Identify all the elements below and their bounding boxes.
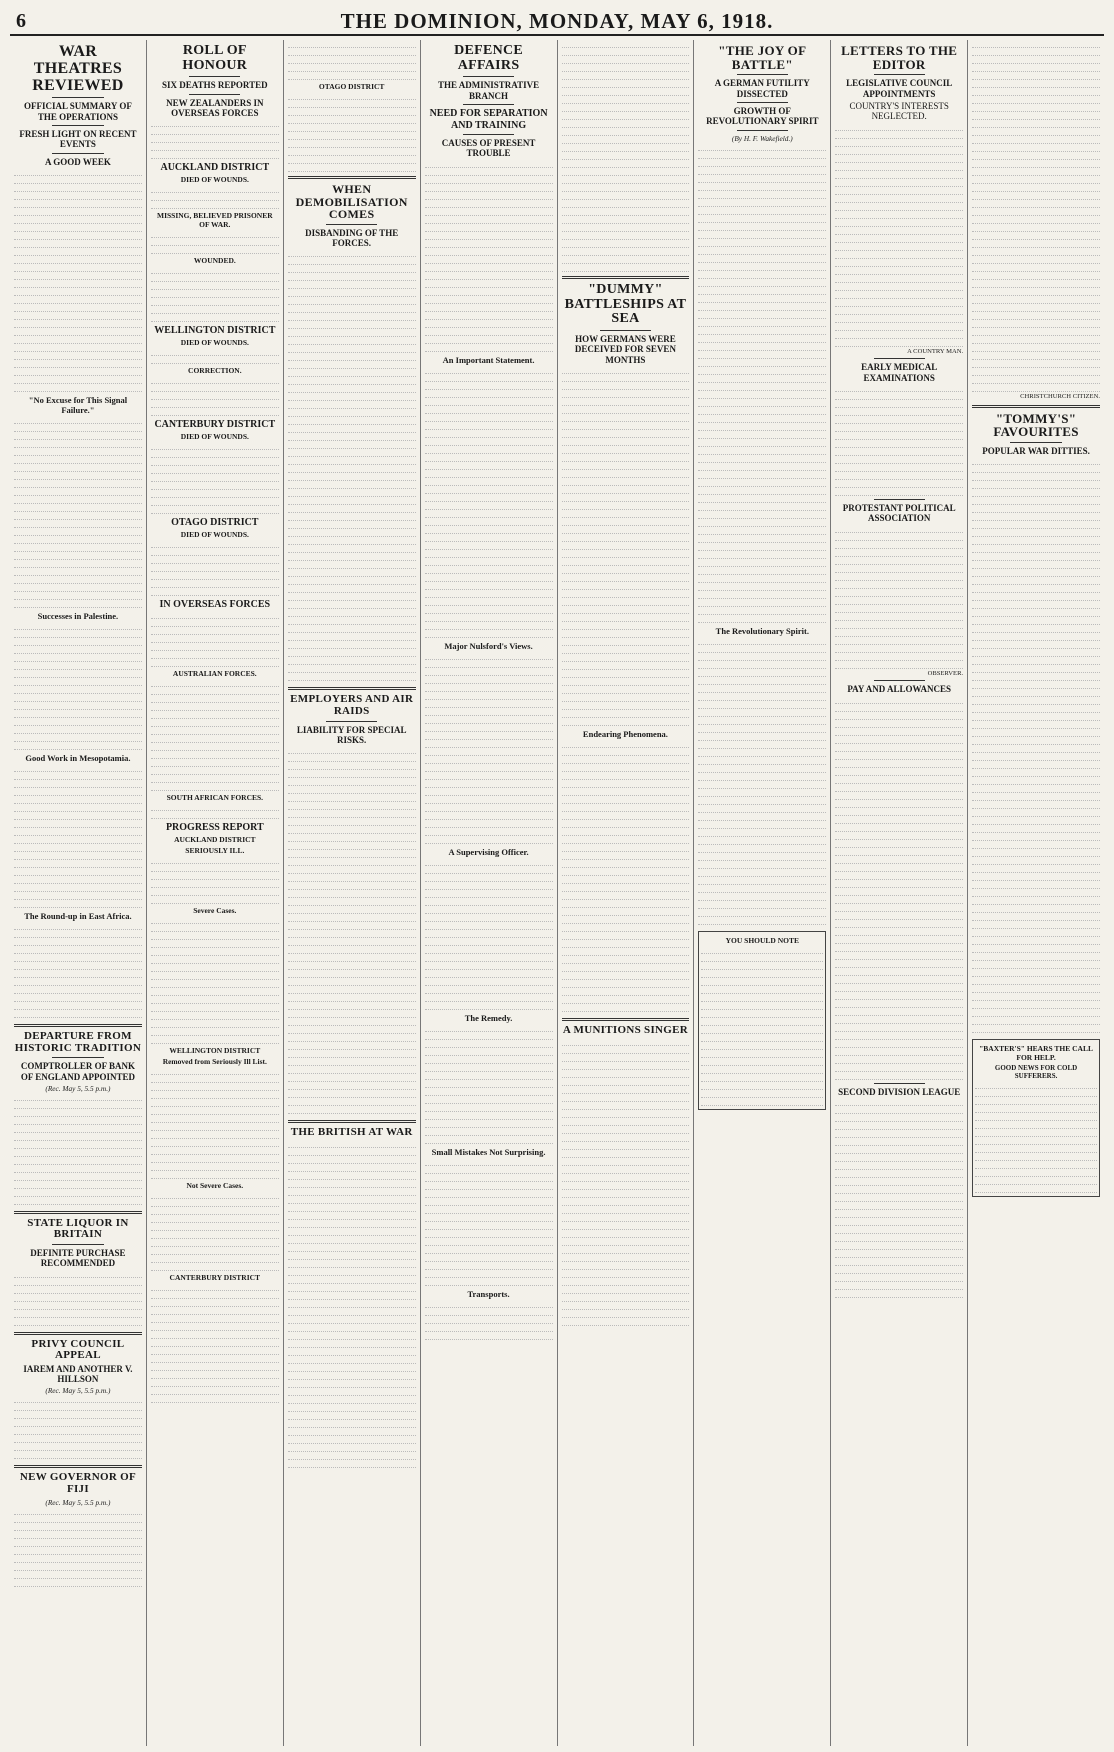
article-british-at-war	[288, 1127, 416, 1468]
subheadline: LIABILITY FOR SPECIAL RISKS.	[296, 724, 407, 745]
column-4	[421, 40, 558, 1746]
subheadline: OFFICIAL SUMMARY OF THE OPERATIONS	[24, 101, 132, 122]
crosshead: Successes in Palestine.	[37, 611, 119, 622]
crosshead: A Supervising Officer.	[448, 846, 529, 857]
list-heading: SOUTH AFRICAN FORCES.	[166, 793, 264, 803]
section-heading: IN OVERSEAS FORCES	[159, 599, 271, 611]
page-number: 6	[16, 10, 26, 32]
article-defence-affairs	[425, 44, 553, 1340]
subheadline: THE ADMINISTRATIVE BRANCH	[438, 80, 540, 101]
article-war-theatres	[14, 44, 142, 1018]
headline: "DUMMY" BATTLESHIPS AT SEA	[564, 282, 687, 327]
article-bank-of-england	[14, 1031, 142, 1205]
crosshead: Endearing Phenomena.	[582, 729, 668, 740]
headline: NEW GOVERNOR OF FIJI	[19, 1471, 136, 1495]
crosshead: The Revolutionary Spirit.	[715, 625, 809, 636]
byline: (By H. F. Wakefield.)	[731, 133, 793, 143]
list-heading: AUSTRALIAN FORCES.	[172, 669, 257, 679]
list-heading: WELLINGTON DISTRICT	[169, 1046, 261, 1056]
list-heading: DIED OF WOUNDS.	[180, 530, 249, 540]
letter-heading: PROTESTANT POLITICAL ASSOCIATION	[842, 502, 956, 524]
headline: ROLL OF HONOUR	[182, 43, 248, 73]
article-privy-council	[14, 1339, 142, 1460]
crosshead: Transports.	[467, 1288, 510, 1299]
signature: A COUNTRY MAN.	[907, 347, 964, 355]
list-heading: AUCKLAND DISTRICT	[174, 835, 256, 845]
crosshead: Major Nulsford's Views.	[444, 640, 533, 651]
headline: DEPARTURE FROM HISTORIC TRADITION	[14, 1030, 142, 1054]
article-joy-of-battle	[698, 44, 826, 925]
crosshead: "No Excuse for This Signal Failure."	[28, 395, 128, 416]
letter-heading: SECOND DIVISION LEAGUE	[838, 1086, 961, 1097]
advertisement	[698, 931, 826, 1110]
subheadline: HOW GERMANS WERE DECEIVED FOR SEVEN MONTHS	[574, 334, 676, 365]
article-dummy-battleships	[562, 283, 690, 1012]
article-demobilisation	[288, 183, 416, 681]
subheadline: FRESH LIGHT ON RECENT EVENTS	[19, 129, 137, 150]
subheadline: GROWTH OF REVOLUTIONARY SPIRIT	[706, 105, 819, 127]
paper-title: THE DOMINION, MONDAY, MAY 6, 1918.	[340, 8, 774, 33]
letter-subheading: COUNTRY'S INTERESTS NEGLECTED.	[849, 100, 949, 122]
subheadline: COMPTROLLER OF BANK OF ENGLAND APPOINTED	[20, 1061, 136, 1082]
columns	[10, 40, 1104, 1746]
subheadline: DEFINITE PURCHASE RECOMMENDED	[30, 1247, 126, 1269]
district-heading: CANTERBURY DISTRICT	[154, 419, 276, 431]
list-heading: SERIOUSLY ILL.	[185, 846, 245, 856]
subheadline: NEED FOR SEPARATION AND TRAINING	[429, 108, 548, 131]
signature: OBSERVER.	[927, 669, 964, 677]
letter-heading: PAY AND ALLOWANCES	[847, 684, 952, 695]
crosshead: The Remedy.	[464, 1012, 513, 1023]
headline: WHEN DEMOBILISATION COMES	[295, 182, 408, 222]
headline: STATE LIQUOR IN BRITAIN	[27, 1216, 129, 1241]
list-heading: DIED OF WOUNDS.	[180, 338, 249, 348]
column-7	[831, 40, 968, 1746]
column-8	[968, 40, 1104, 1746]
dateline: (Rec. May 5, 5.5 p.m.)	[45, 1083, 111, 1093]
list-heading: WOUNDED.	[193, 256, 236, 266]
subheadline: IAREM AND ANOTHER V. HILLSON	[23, 1363, 133, 1385]
article-employers-air-raids	[288, 694, 416, 1114]
subheadline: CAUSES OF PRESENT TROUBLE	[441, 138, 536, 159]
headline: "THE JOY OF BATTLE"	[718, 43, 807, 72]
list-heading: DIED OF WOUNDS.	[180, 432, 249, 442]
district-heading: WELLINGTON DISTRICT	[154, 325, 276, 337]
headline: EMPLOYERS AND AIR RAIDS	[290, 693, 414, 718]
column-5	[558, 40, 695, 1746]
list-heading: MISSING, BELIEVED PRISONER OF WAR.	[156, 211, 273, 230]
list-heading: Removed from Seriously Ill List.	[162, 1057, 267, 1067]
dateline: (Rec. May 5, 5.5 p.m.)	[45, 1497, 111, 1507]
signature: CHRISTCHURCH CITIZEN.	[1020, 393, 1100, 400]
subheadline: DISBANDING OF THE FORCES.	[305, 227, 399, 249]
ad-subheading: GOOD NEWS FOR COLD SUFFERERS.	[994, 1064, 1078, 1081]
section-heading: PROGRESS REPORT	[165, 822, 264, 834]
list-heading: OTAGO DISTRICT	[318, 82, 385, 91]
column-3	[284, 40, 421, 1746]
headline: WAR THEATRES REVIEWED	[32, 43, 124, 94]
district-heading: AUCKLAND DISTRICT	[160, 162, 270, 174]
subheadline: NEW ZEALANDERS IN OVERSEAS FORCES	[166, 97, 264, 119]
advertisement-baxters	[972, 1039, 1100, 1197]
district-heading: OTAGO DISTRICT	[171, 517, 259, 529]
headline: THE BRITISH AT WAR	[290, 1126, 413, 1139]
headline: LETTERS TO THE EDITOR	[841, 43, 958, 72]
ad-heading: YOU SHOULD NOTE	[725, 935, 799, 945]
letters-to-the-editor	[835, 44, 963, 1298]
list-heading: Severe Cases.	[193, 906, 237, 916]
article-roll-of-honour	[151, 44, 279, 1403]
masthead	[10, 8, 1104, 36]
letter-heading: EARLY MEDICAL EXAMINATIONS	[861, 362, 938, 383]
list-heading: DIED OF WOUNDS.	[180, 175, 249, 185]
article-state-liquor	[14, 1218, 142, 1326]
list-heading: Not Severe Cases.	[186, 1181, 244, 1191]
subheadline: SIX DEATHS REPORTED	[162, 80, 268, 91]
subheadline: A GOOD WEEK	[45, 156, 111, 167]
article-governor-fiji	[14, 1472, 142, 1586]
crosshead: Good Work in Mesopotamia.	[25, 753, 131, 764]
list-heading: CANTERBURY DISTRICT	[169, 1273, 261, 1283]
article-munitions-singer	[562, 1025, 690, 1326]
column-2	[147, 40, 284, 1746]
headline: "TOMMY'S" FAVOURITES	[993, 410, 1079, 440]
subheadline: A GERMAN FUTILITY DISSECTED	[714, 78, 810, 99]
crosshead: Small Mistakes Not Surprising.	[431, 1146, 546, 1157]
column-6	[694, 40, 831, 1746]
subheadline: POPULAR WAR DITTIES.	[982, 445, 1090, 456]
crosshead: The Round-up in East Africa.	[24, 911, 132, 922]
crosshead: An Important Statement.	[442, 354, 535, 365]
dateline: (Rec. May 5, 5.5 p.m.)	[45, 1386, 111, 1396]
headline: DEFENCE AFFAIRS	[454, 43, 524, 73]
list-heading: CORRECTION.	[188, 366, 242, 376]
headline: PRIVY COUNCIL APPEAL	[31, 1337, 125, 1362]
headline: A MUNITIONS SINGER	[562, 1024, 689, 1037]
article-tommys-favourites	[972, 412, 1100, 1034]
ad-heading: "BAXTER'S" HEARS THE CALL FOR HELP.	[979, 1044, 1093, 1063]
letter-heading: LEGISLATIVE COUNCIL APPOINTMENTS	[846, 78, 953, 99]
column-1	[10, 40, 147, 1746]
